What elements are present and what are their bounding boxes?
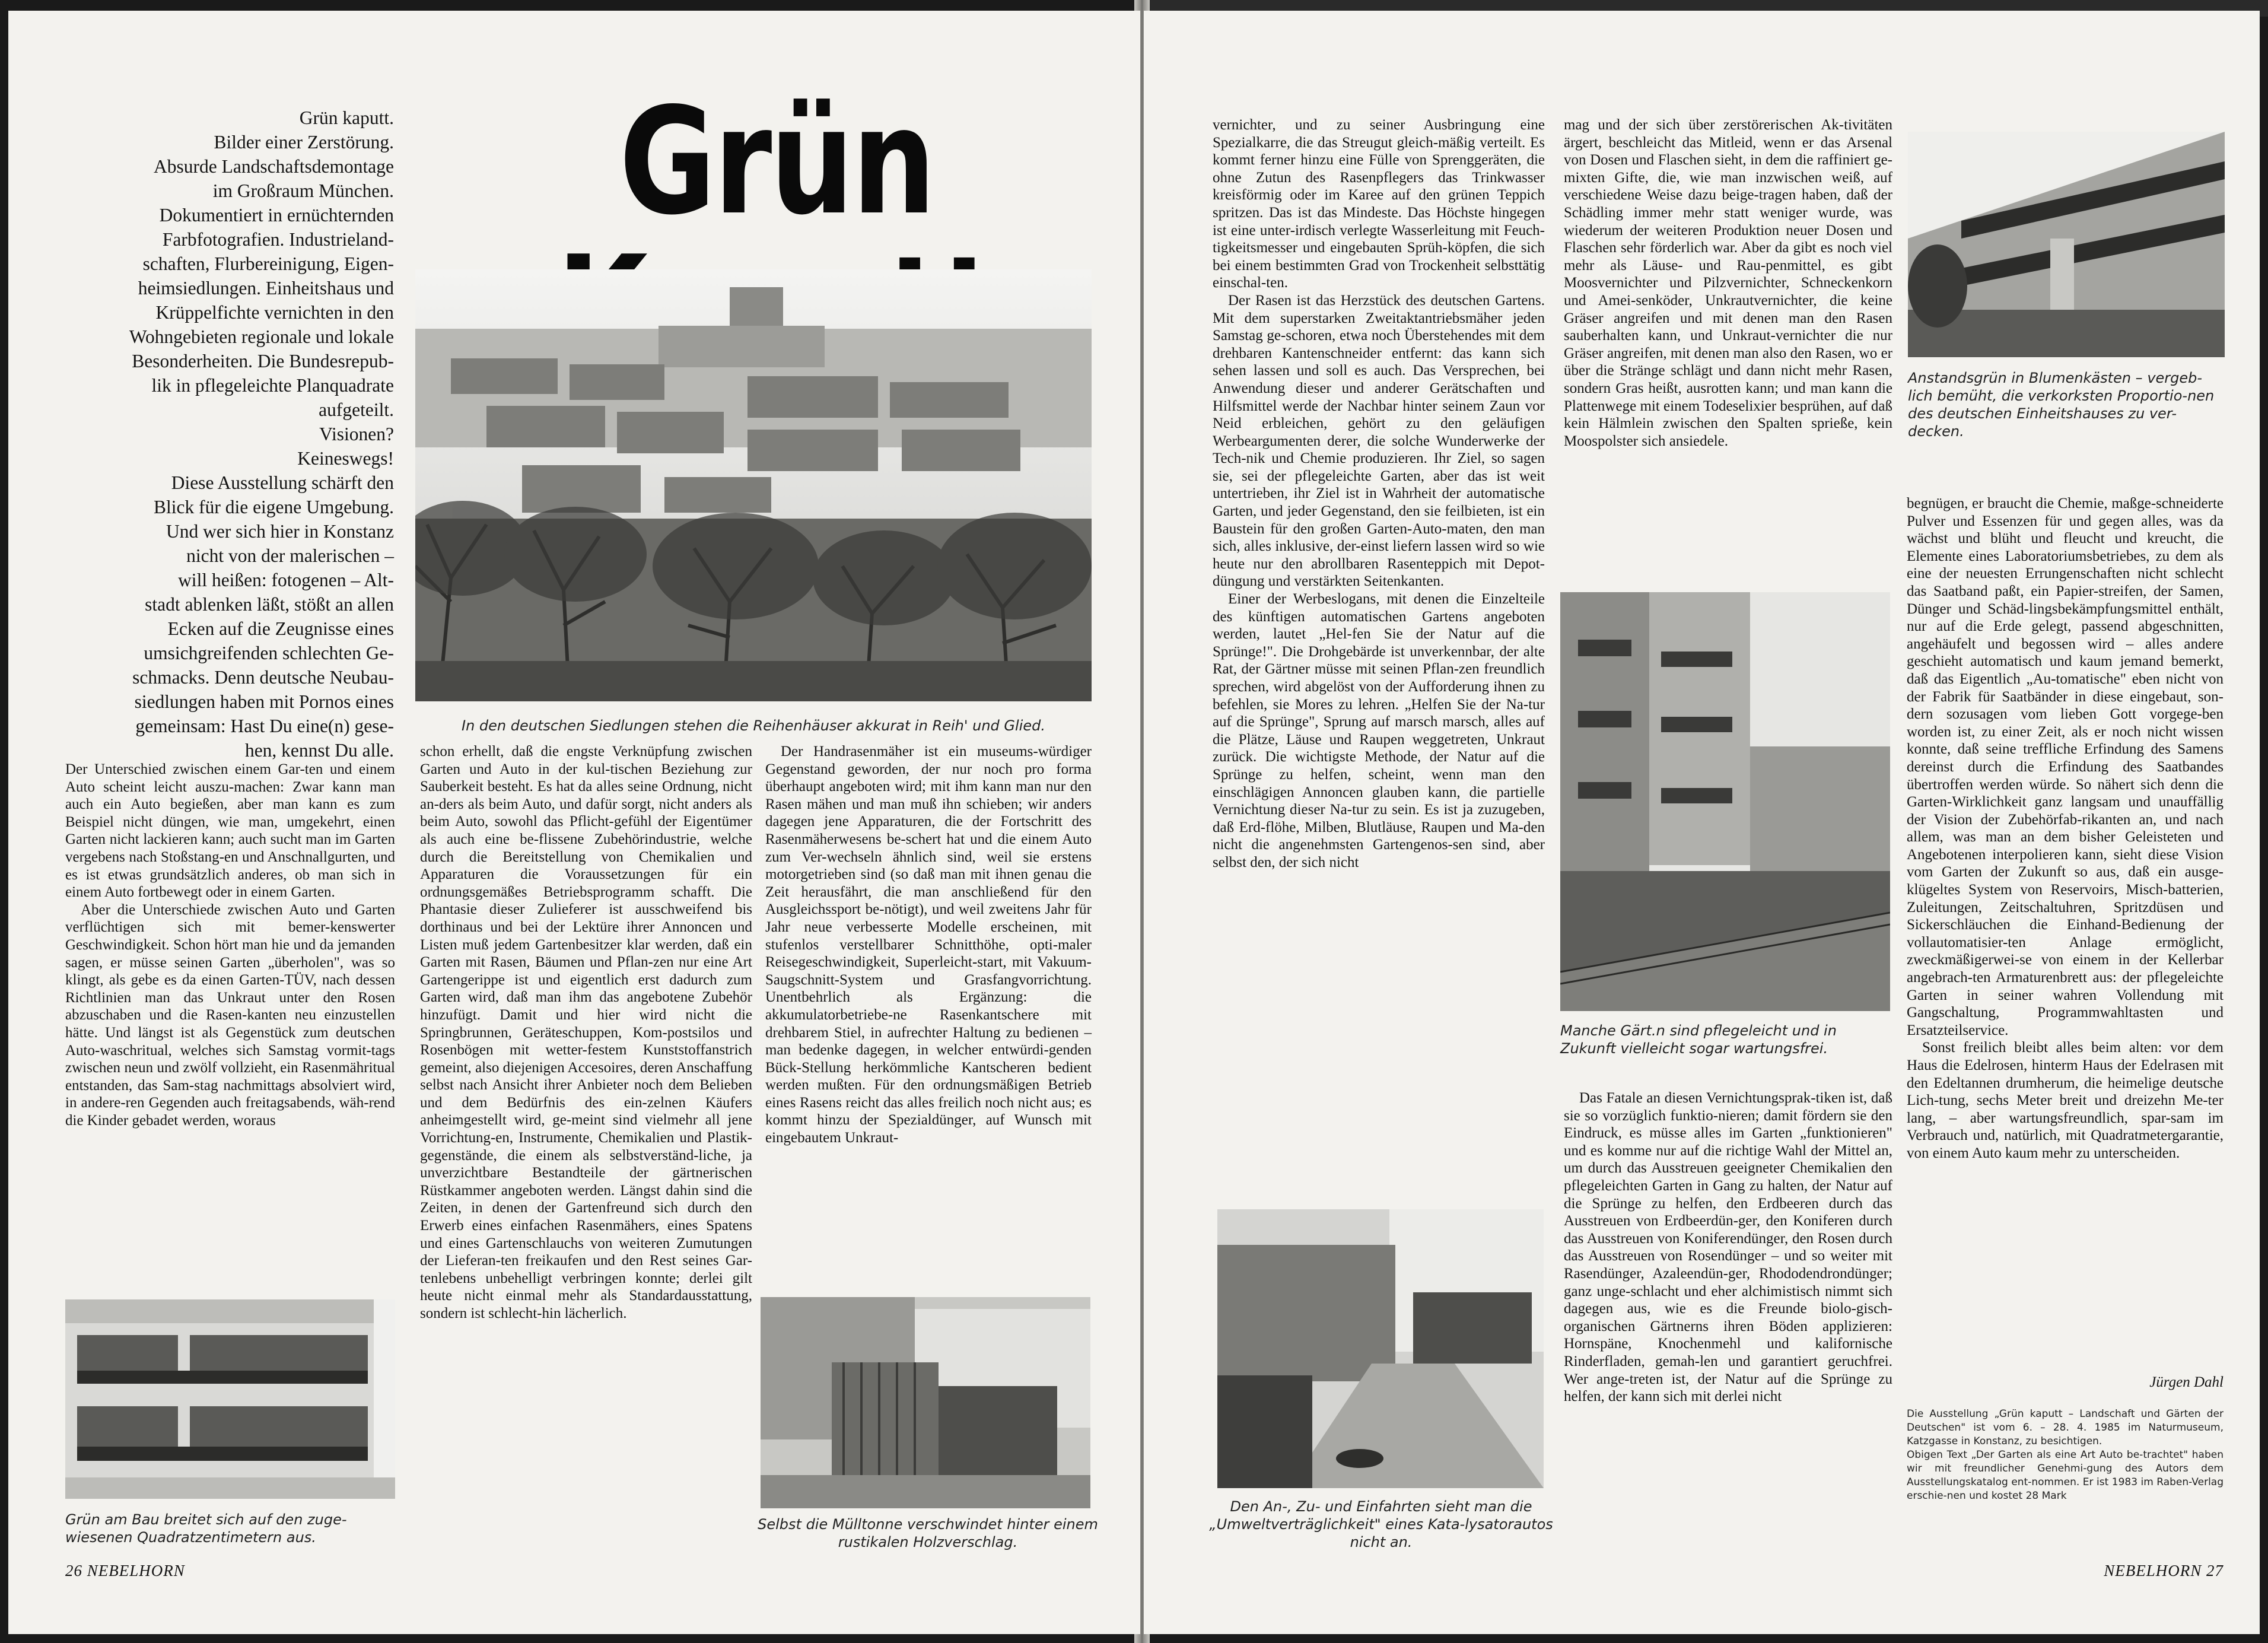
intro-line: stadt ablenken läßt, stößt an allen [145, 594, 394, 615]
right-column-2-top [1564, 116, 1892, 450]
right-column-2-bottom [1564, 1089, 1892, 1406]
article-title: Grün [619, 77, 934, 247]
paragraph: Sonst freilich bleibt alles beim alten: vor dem Haus die Edelrosen, hinterm Haus der Edelrasen mit den Edeltannen drumherum, die heimelige deutsche Lich-tung, sechs Meter breit und dreizehn Me-ter lang, – aber wartungsfreundlich, spar-sam im Verbrauch und, natürlich, mit Quadratmetergarantie, von einem Auto kaum mehr zu unterscheiden. [1907, 1040, 2224, 1161]
intro-line: Krüppelfichte vernichten in den [155, 302, 394, 323]
paragraph: vernichter, und zu seiner Ausbringung eine Spezialkarre, die das Streugut gleich-mäßig verteilt. Es kommt ferner hinzu eine Fülle von Sprenggeräten, die ohne Zutun des Rasenpflegers das Trinkwasser kreisförmig oder im Karee auf den grünen Teppich spritzen. Das ist das Mindeste. Das Höchste hingegen ist eine unter-irdisch verlegte Wasserleitung mit Feuch-tigkeitsmesser und eingebauten Sprüh-köpfen, die sich bei einem bestimmten Grad von Trockenheit selbsttätig einschal-ten. [1213, 117, 1545, 291]
right-column-3 [1907, 495, 2224, 1162]
balcony-photo-caption: Grün am Bau breitet sich auf den zuge-wiesenen Quadratzentimetern aus. [65, 1511, 347, 1546]
balcony-photo [65, 1299, 395, 1499]
lawn-photo-caption: Manche Gärt.n sind pflegeleicht und in Zukunft vielleicht sogar wartungsfrei. [1560, 1022, 1837, 1057]
intro-line: Wohngebieten regionale und lokale [129, 326, 394, 347]
intro-line: Keineswegs! [297, 448, 394, 469]
page-number-left: 26 NEBELHORN [65, 1562, 185, 1580]
page-number-right: NEBELHORN 27 [2104, 1562, 2224, 1580]
lawn-photo [1560, 592, 1890, 1011]
intro-line: Bilder einer Zerstörung. [214, 132, 394, 152]
intro-line: Diese Ausstellung schärft den [171, 472, 394, 493]
shed-photo-caption: Selbst die Mülltonne verschwindet hinter einem rustikalen Holzverschlag. [758, 1516, 1098, 1550]
intro-line: heimsiedlungen. Einheitshaus und [138, 278, 394, 298]
paragraph: Der Rasen ist das Herzstück des deutschen Gartens. Mit dem superstarken Zweitaktantriebsmäher jeden Samstag ge-schoren, etwa noch Überstehendes mit dem drehbaren Kantenschneider entfernt: das kann sich sehen lassen und soll es auch. Das Versprechen, bei Anwendung dieser und anderer Gerätschaften und Hilfsmittel werde der Nachbar hinter seinem Zaun vor Neid erbleichen, gehört zu den geläufigen Werbeargumenten derer, die solche Wunderwerke der Tech-nik und Chemie produzieren. Ihr Ziel, so sagen sie, sei der pflegeleichte Garten, aber das ist weit untertrieben, ihr Ziel ist in Wahrheit der automatische Garten, und jeder Gegenstand, den sie feilbieten, ist ein Baustein für den großen Garten-Auto-maten, den man sich, alles inklusive, der-einst liefern lassen wird so wie heute nur den abrollbaren Rasenteppich mit Depot-düngung und verstärkten Seitenkanten. [1213, 292, 1545, 590]
left-column-2 [420, 743, 752, 1323]
intro-line: aufgeteilt. [319, 399, 394, 420]
main-photo-caption: In den deutschen Siedlungen stehen die Reihenhäuser akkurat in Reih' und Glied. [462, 717, 1045, 734]
left-column-3 [765, 743, 1092, 1147]
intro-line: Ecken auf die Zeugnisse eines [167, 618, 394, 639]
shed-photo [761, 1297, 1090, 1508]
driveway-photo [1217, 1209, 1544, 1488]
flowerbox-photo [1908, 132, 2225, 357]
intro-line: gemeinsam: Hast Du eine(n) gese- [135, 716, 394, 736]
paragraph: schon erhellt, daß die engste Verknüpfung zwischen Garten und Auto in der kul-tischen Beziehung zur Sauberkeit besteht. Es hat da alles seine Ordnung, nicht an-ders als beim Auto, und dafür sorgt, nicht anders als beim Auto, sowohl das Pflicht-gefühl der Eigentümer als auch eine be-flissene Zubehörindustrie, welche durch die Bereitstellung von Chemikalien und Apparaturen die Voraussetzungen für ein ordnungsgemäßes Betriebsprogramm schafft. Die Phantasie dieser Zulieferer ist ausschweifend bis dorthinaus und bei der Lektüre ihrer Annoncen und Listen muß jedem Gartenbesitzer klar werden, daß ein Garten mit Rasen, Bäumen und Pflan-zen nur eine Art Gartengerippe ist und eigentlich erst dadurch zum Garten wird, daß man ihm das angebotene Zubehör hinzufügt. Damit und hier wird nicht die Springbrunnen, Geräteschuppen, Kom-postsilos und Rosenbögen mit wetter-festem Kunststoffanstrich gemeint, also diejenigen Accesoires, deren Anschaffung selbst nach Ansicht ihrer Anbieter noch dem Belieben und dem Bedürfnis des ein-zelnen Käufers anheimgestellt wird, ge-meint sind vielmehr all jene Vorrichtung-en, Instrumente, Chemikalien und Plastik-gegenstände, die einem als selbstverständ-liche, ja unverzichtbare Bestandteile der gärtnerischen Rüstkammer angeboten werden. Längst dahin sind die Zeiten, in denen der Gartenfreund sich durch den Erwerb eines einfachen Rasenmähers, eines Spatens und eines Gartenschlauchs von weiteren Zumutungen der Lieferan-ten freikaufen und den Rest seines Gar-tenlebens unbehelligt verbringen konnte; derlei gilt heute nicht einmal mehr als Standardausstattung, sondern ist schlecht-hin lächerlich. [420, 743, 752, 1321]
intro-line: Dokumentiert in ernüchternden [159, 205, 394, 225]
exhibition-note [1907, 1407, 2224, 1503]
footnote-paragraph: Obigen Text „Der Garten als eine Art Auto be-trachtet" haben wir mit freundlicher Genehmi-gung des Autors dem Ausstellungskatalog ent-nommen. Er ist 1983 im Raben-Verlag erschie-nen und kostet 28 Mark [1907, 1449, 2224, 1502]
paragraph: Einer der Werbeslogans, mit denen die Einzelteile des künftigen automatischen Gartens angeboten werden, lautet „Hel-fen Sie der Natur auf die Sprünge!". Die Drohgebärde ist unverkennbar, der alte Rat, der Gärtner müsse mit seinen Pflan-zen freundlich sprechen, wird abgelöst von der Aufforderung ihnen zu befehlen, sie Mores zu lehren. „Helfen Sie der Na-tur auf die Sprünge", Sprung auf marsch marsch, alles auf die Plätze, Läuse und Raupen weggetreten, Unkraut zurück. Die wichtigste Methode, der Natur auf die Sprünge zu helfen, scheint, wenn man den einschlägigen Annoncen glauben kann, die partielle Vernichtung dieser Na-tur zu sein. Es ist ja zuzugeben, daß Erd-flöhe, Milben, Blutläuse, Raupen und Ma-den nicht die angenehmsten Gartengenos-sen sind, aber selbst den, der sich nicht [1213, 591, 1545, 870]
intro-line: Und wer sich hier in Konstanz [166, 521, 394, 542]
right-column-1 [1213, 116, 1545, 872]
intro-line: Absurde Landschaftsdemontage [154, 156, 394, 177]
paragraph: Der Unterschied zwischen einem Gar-ten und einem Auto scheint leicht auszu-machen: Zwar kann man auch ein Auto begießen, aber man kann es zum Beispiel nicht düngen, wie man, umgekehrt, einen Garten nicht lackieren kann; auch sucht man im Garten vergebens nach Stoßstang-en und Anschnallgurten, und es ist etwas grundsätzlich anderes, ob man sich in einem Auto fortbewegt oder in einem Garten. [65, 761, 395, 901]
paragraph: mag und der sich über zerstörerischen Ak-tivitäten ärgert, beschleicht das Mitleid, wenn er das Arsenal von Dosen und Flaschen sieht, in dem die raffiniert ge-mixten Gifte, die, wie man inzwischen weiß, auf verschiedene Weise dazu beige-tragen haben, daß der Schädling immer mehr statt weniger wurde, was wiederum der weiteren Produktion neuer Dosen und Flaschen sehr förderlich war. Aber da gibt es noch viel mehr als Läuse- und Rau-penmittel, es gibt Moosvernichter und Pilzvernichter, Schneckenkorn und Amei-senköder, Unkrautvernichter, die keine Gräser angreifen und mit denen man den Rasen sauberhalten kann, und Unkraut-vernichter die nur Gräser angreifen, mit denen man also den Rasen, wo er über die Stränge schlägt und dann nicht mehr Rasen, sondern Gras heißt, ausrotten kann; und man kann die Plattenwege mit einem Todeselixier besprühen, auf daß kein Hälmlein zwischen den Spalten sprieße, kein Moospolster sich ansiedele. [1564, 117, 1892, 449]
settlement-photo [415, 269, 1092, 701]
intro-line: Farbfotografien. Industrieland- [162, 229, 394, 250]
intro-line: siedlungen haben mit Pornos eines [134, 691, 394, 712]
footnote-paragraph: Die Ausstellung „Grün kaputt – Landschaft und Gärten der Deutschen" ist vom 6. – 28. 4. 1985 im Naturmuseum, Katzgasse in Konstanz, zu besichtigen. [1907, 1408, 2224, 1447]
left-page [8, 11, 1140, 1634]
intro-teaser [79, 106, 394, 762]
intro-line: lik in pflegeleichte Planquadrate [151, 375, 394, 396]
driveway-photo-caption: Den An-, Zu- und Einfahrten sieht man die „Umweltverträglichkeit" eines Kata-lysatorautos nicht an. [1209, 1498, 1553, 1550]
intro-line: Grün kaputt. [299, 107, 394, 128]
intro-line: umsichgreifenden schlechten Ge- [144, 643, 394, 663]
left-column-1 [65, 761, 395, 1129]
intro-line: Blick für die eigene Umgebung. [153, 497, 394, 517]
intro-line: nicht von der malerischen – [186, 545, 394, 566]
intro-line: schmacks. Denn deutsche Neubau- [132, 667, 394, 688]
paragraph: begnügen, er braucht die Chemie, maßge-schneiderte Pulver und Essenzen für und gegen alles, was da wächst und blüht und fleucht und kreucht, die Elemente eines Laboratoriumsbetriebes, zu dem als eine der neuesten Errungenschaften nicht schlecht das Saatband paßt, ein Papier-streifen, der Samen, Dünger und Schäd-lingsbekämpfungsmittel enthält, nur auf die Erde gelegt, passend abgeschnitten, angehäufelt und begossen wird – alles andere geschieht automatisch und kaum jemand bemerkt, daß das Eigentlich „Au-tomatische" eben nicht von der Fabrik für Saatbänder in diese eingebaut, son-dern sozusagen vom lieben Gott vorgege-ben worden ist, zu einer Zeit, als er noch nicht wissen konnte, daß seine treffliche Erfindung des Samens dereinst durch die Erfindung des Saatbandes übertroffen werden würde. So nähert sich denn die Garten-Wirklichkeit ganz langsam und unauffällig der Vision der Zubehörfab-rikanten an, und nach allem, was man an dem bisher Geleisteten und Angebotenen interpolieren kann, sieht diese Vision vom Garten der Zukunft so aus, daß ein ausge-klügeltes System von Reservoirs, Misch-batterien, Zuleitungen, Zeitschaltuhren, Spritzdüsen und Sickerschläuchen die Einhand-Bedienung der vollautomatisier-ten Anlage ermöglicht, zweckmäßigerwei-se von einem in der Kellerbar angebrach-ten Armaturenbrett aus: der pflegeleichte Garten in seiner wahren Vollendung mit Gangschaltung, Programmwahltasten und Ersatzteilservice. [1907, 495, 2224, 1038]
author-signature: Jürgen Dahl [2149, 1374, 2224, 1390]
intro-line: im Großraum München. [212, 180, 394, 201]
paragraph: Aber die Unterschiede zwischen Auto und Garten verflüchtigen sich mit bemer-kenswerter Geschwindigkeit. Schon hört man hie und da jemanden sagen, er müsse seinen Garten „überholen", was so klingt, als gebe es da einen Garten-TÜV, nach dessen Richtlinien man das Unkraut unter den Rosen abzuschaben und die Rasen-kanten neu einzustellen hätte. Und längst ist als Gegenstück zum deutschen Auto-waschritual, welches sich Samstag vormit-tags zwischen neun und zwölf vollzieht, ein Rasenmähritual entstanden, das Sam-stag nachmittags absolviert wird, in andere-ren Gegenden auch freitagsabends, wäh-rend die Kinder gebadet werden, woraus [65, 901, 395, 1129]
flowerbox-photo-caption: Anstandsgrün in Blumenkästen – vergeb-lich bemüht, die verkorksten Proportio-nen des deutschen Einheitshauses zu ver-decken. [1908, 370, 2215, 440]
intro-line: will heißen: fotogenen – Alt- [178, 570, 394, 590]
intro-line: Visionen? [319, 424, 394, 444]
paragraph: Das Fatale an diesen Vernichtungsprak-tiken ist, daß sie so vorzüglich funktio-nieren; damit fördern sie den Eindruck, es müsse alles im Garten „funktionieren" und es komme nur auf die richtige Wahl der Mittel an, um durch das Ausstreuen geeigneter Chemikalien den pflegeleichten Garten in Gang zu halten, der Natur auf die Sprünge zu helfen, den Erdbeeren durch das Ausstreuen von Erdbeerdün-ger, den Koniferen durch das Ausstreuen von Koniferendünger, den Rosen durch das Ausstreuen von Rosendünger – und so weiter mit Rasendünger, Azaleendün-ger, Rhododendrondünger; ganz unge-schlacht und eher alchimistisch nimmt sich dagegen aus, wie es die Freunde biolo-gisch-organischen Gärtnerns ihren Böden applizieren: Hornspäne, Knochenmehl und kalifornische Rinderfladen, gemah-len und garantiert geruchfrei. Wer ange-treten ist, der Natur auf die Sprünge zu helfen, der kann sich mit derlei nicht [1564, 1090, 1892, 1405]
intro-line: Besonderheiten. Die Bundesrepub- [132, 351, 394, 371]
paragraph: Der Handrasenmäher ist ein museums-würdiger Gegenstand geworden, der nur noch pro forma überhaupt angeboten wird; mit ihm kann man nur den Rasen mähen und man muß ihn schieben; wir anders dagegen jene Apparaturen, die der Fortschritt des Rasenmäherwesens be-schert hat und die einem Auto zum Ver-wechseln ähnlich sind, weil sie erstens motorgetrieben sind (so daß man mit ihnen genau die Zeit herausfährt, die man anschließend für den Ausgleichssport be-nötigt), und weil zweitens Jahr für Jahr neue verbesserte Modelle erscheinen, mit stufenlos verstellbarer Schnitthöhe, opti-maler Reisegeschwindigkeit, Superleicht-start, mit Vakuum-Saugschnitt-System und Grasfangvorrichtung. Unentbehrlich als Ergänzung: die akkumulatorbetriebe-ne Rasenkantschere mit drehbarem Stiel, in aufrechter Haltung zu bedienen – man bedenke dagegen, in welcher entwürdi-genden Bück-Stellung herkömmliche Kantscheren bedient werden mußten. Für den ordnungsmäßigen Betrieb eines Rasens reicht das alles freilich noch nicht aus; es kommt hinzu der Spezialdünger, auf Wunsch mit eingebautem Unkraut- [765, 743, 1092, 1146]
intro-line: schaften, Flurbereinigung, Eigen- [142, 253, 394, 274]
intro-line: hen, kennst Du alle. [244, 740, 394, 761]
right-page [1144, 11, 2260, 1634]
